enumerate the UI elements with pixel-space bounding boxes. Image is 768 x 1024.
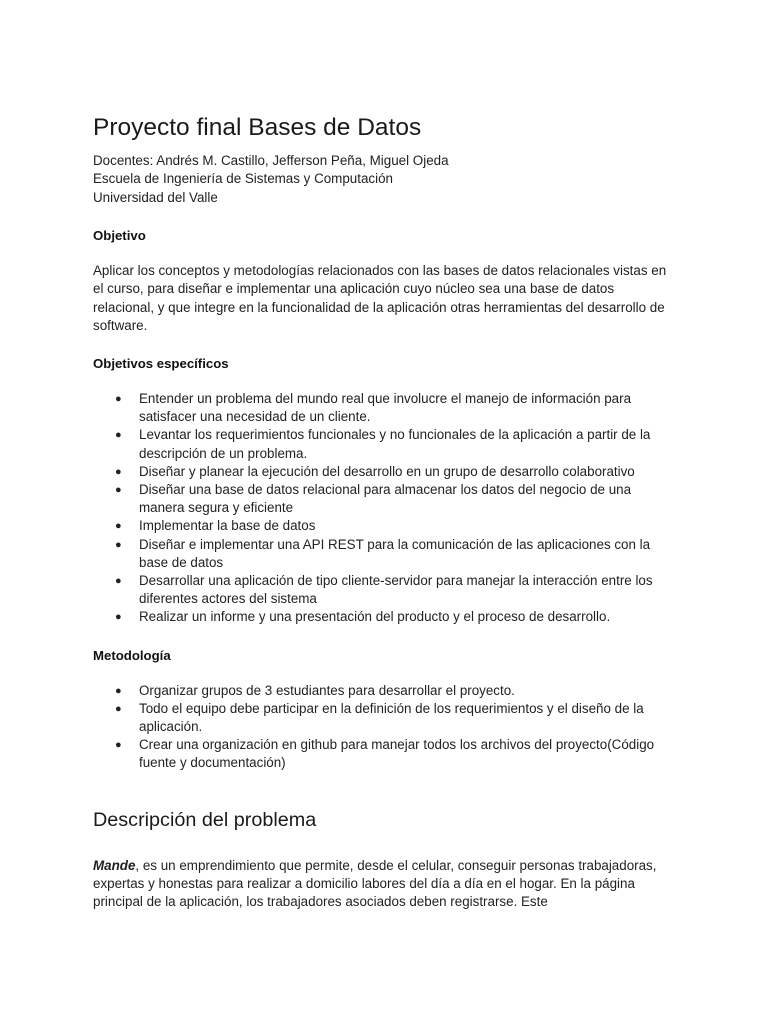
- bullet-icon: ●: [115, 429, 122, 442]
- metodologia-heading: Metodología: [93, 647, 171, 663]
- objetivos-especificos-list: [93, 390, 676, 627]
- list-item: ● Organizar grupos de 3 estudiantes para desarrollar el proyecto.: [139, 682, 676, 700]
- page-title: Proyecto final Bases de Datos: [93, 114, 422, 141]
- descripcion-body: , es un emprendimiento que permite, desde el celular, conseguir personas trabajadoras, expertas y honestas para realizar a domicilio labores del día a día en el hogar. En la página principal de la aplicación, los trabajadores asociados deben registrarse. Este: [93, 857, 657, 910]
- list-item: ● Crear una organización en github para manejar todos los archivos del proyecto(Código fuente y documentación): [115, 737, 655, 771]
- bullet-icon: ●: [115, 739, 122, 752]
- list-item: ● Diseñar y planear la ejecución del desarrollo en un grupo de desarrollo colaborativo: [139, 463, 676, 481]
- bullet-icon: ●: [115, 575, 122, 588]
- list-item: ● Desarrollar una aplicación de tipo cliente-servidor para manejar la interacción entre los diferentes actores del sistema: [115, 573, 653, 607]
- bullet-icon: ●: [115, 484, 122, 497]
- bullet-icon: ●: [115, 465, 122, 478]
- descripcion-text: [93, 857, 676, 912]
- brand-name: Mande: [93, 857, 136, 873]
- list-item: ● Diseñar una base de datos relacional para almacenar los datos del negocio de una manera segura y eficiente: [115, 482, 632, 516]
- universidad-line: Universidad del Valle: [93, 189, 218, 205]
- bullet-icon: ●: [115, 538, 122, 551]
- bullet-icon: ●: [115, 684, 122, 697]
- objetivos-especificos-heading: Objetivos específicos: [93, 356, 229, 372]
- escuela-line: Escuela de Ingeniería de Sistemas y Computación: [93, 171, 393, 187]
- list-item: ● Realizar un informe y una presentación del producto y el proceso de desarrollo.: [139, 608, 676, 626]
- objetivo-heading: Objetivo: [93, 228, 146, 244]
- objetivo-text: Aplicar los conceptos y metodologías relacionados con las bases de datos relacionales vistas en el curso, para diseñar e implementar una aplicación cuyo núcleo sea una base de datos relacional, y que integre en la funcionalidad de la aplicación otras herramientas del desarrollo de software.: [93, 263, 667, 333]
- bullet-icon: ●: [115, 702, 122, 715]
- list-item: ● Diseñar e implementar una API REST para la comunicación de las aplicaciones con la base de datos: [115, 536, 651, 570]
- bullet-icon: ●: [115, 393, 122, 406]
- list-item: ● Levantar los requerimientos funcionales y no funcionales de la aplicación a partir de la descripción de un problema.: [115, 427, 651, 461]
- list-item: ● Entender un problema del mundo real que involucre el manejo de información para satisfacer una necesidad de un cliente.: [115, 391, 632, 425]
- list-item: ● Implementar la base de datos: [139, 517, 676, 535]
- bullet-icon: ●: [115, 520, 122, 533]
- list-item: ● Todo el equipo debe participar en la definición de los requerimientos y el diseño de la aplicación.: [115, 700, 644, 735]
- authors-block: [93, 152, 676, 207]
- docentes-line: Docentes: Andrés M. Castillo, Jefferson Peña, Miguel Ojeda: [93, 153, 449, 168]
- bullet-icon: ●: [115, 611, 122, 624]
- descripcion-heading: Descripción del problema: [93, 808, 317, 831]
- metodologia-list: [93, 682, 676, 773]
